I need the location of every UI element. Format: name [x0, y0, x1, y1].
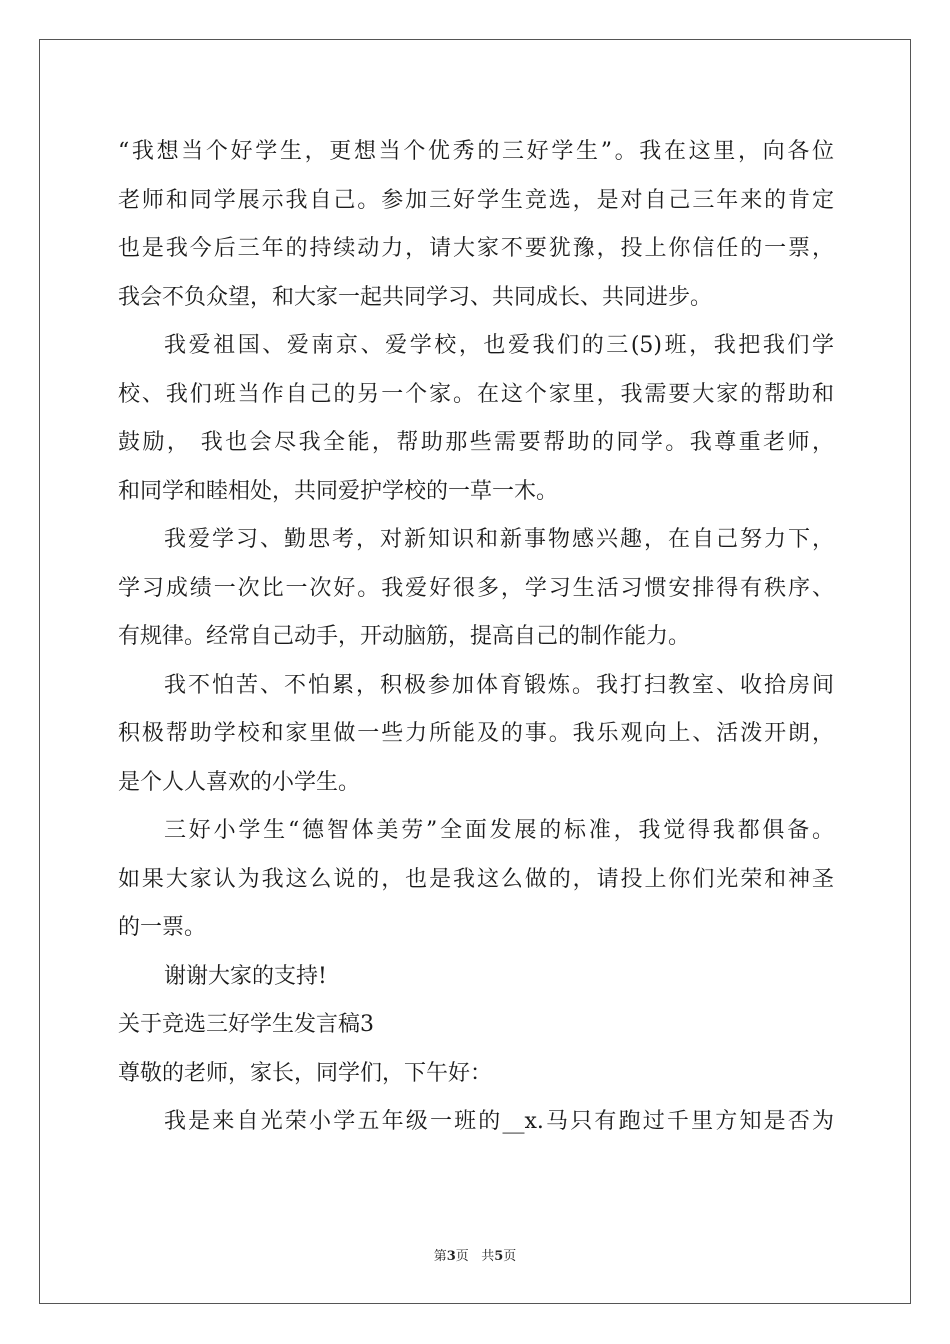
total-prefix: 共	[481, 1249, 495, 1264]
text-line: 谢谢大家的支持!	[164, 963, 327, 989]
text-line: 校、我们班当作自己的另一个家。在这个家里，我需要大家的帮助和	[118, 381, 834, 407]
text-line: 是个人人喜欢的小学生。	[118, 769, 361, 795]
text-line: 我不怕苦、不怕累，积极参加体育锻炼。我打扫教室、收拾房间	[164, 672, 834, 698]
text-line: 的一票。	[118, 915, 207, 940]
section-heading: 关于竞选三好学生发言稿3	[118, 1012, 374, 1037]
text-line: 有规律。经常自己动手，开动脑筋，提高自己的制作能力。	[118, 624, 691, 649]
current-page-number: 3	[446, 1249, 456, 1264]
text-line: 和同学和睦相处，共同爱护学校的一草一木。	[118, 478, 559, 504]
page-prefix: 第	[433, 1249, 447, 1264]
text-line: 学习成绩一次比一次好。我爱好很多，学习生活习惯安排得有秩序、	[118, 575, 834, 601]
text-line: 我爱学习、勤思考，对新知识和新事物感兴趣，在自己努力下，	[164, 527, 834, 552]
text-line: 也是我今后三年的持续动力，请大家不要犹豫，投上你信任的一票，	[118, 236, 834, 261]
total-page-count: 5	[494, 1249, 504, 1264]
page-number-footer	[0, 1245, 950, 1264]
text-line: 积极帮助学校和家里做一些力所能及的事。我乐观向上、活泼开朗，	[118, 721, 834, 746]
total-suffix: 页	[503, 1249, 517, 1264]
text-line: 三好小学生“德智体美劳”全面发展的标准，我觉得我都俱备。	[164, 818, 834, 843]
salutation: 尊敬的老师，家长，同学们，下午好：	[118, 1060, 493, 1086]
page-suffix: 页	[455, 1249, 469, 1264]
text-line: 老师和同学展示我自己。参加三好学生竞选，是对自己三年来的肯定	[118, 187, 834, 213]
text-line: “我想当个好学生，更想当个优秀的三好学生”。我在这里，向各位	[118, 139, 834, 164]
text-line: 我是来自光荣小学五年级一班的__x.马只有跑过千里方知是否为	[164, 1109, 834, 1134]
text-line: 我会不负众望，和大家一起共同学习、共同成长、共同进步。	[118, 284, 713, 310]
text-line: 如果大家认为我这么说的，也是我这么做的，请投上你们光荣和神圣	[118, 866, 834, 892]
text-line: 鼓励， 我也会尽我全能，帮助那些需要帮助的同学。我尊重老师，	[118, 430, 834, 455]
text-line: 我爱祖国、爱南京、爱学校，也爱我们的三(5)班，我把我们学	[164, 333, 834, 358]
document-body	[118, 128, 834, 1147]
